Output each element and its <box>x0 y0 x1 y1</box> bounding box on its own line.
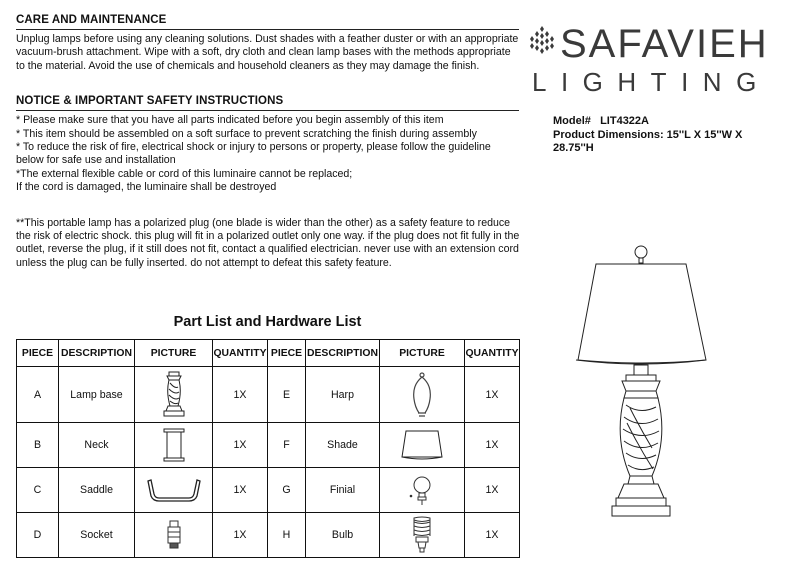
table-lamp-illustration <box>572 243 712 528</box>
model-label: Model# <box>553 115 591 127</box>
notice-line: If the cord is damaged, the luminaire shall be destroyed <box>16 181 277 194</box>
notice-line: below for safe use and installation <box>16 154 176 167</box>
quantity-cell: 1X <box>213 423 268 468</box>
saddle-icon <box>146 478 202 502</box>
care-title: CARE AND MAINTENANCE <box>16 14 519 30</box>
table-row <box>17 468 520 513</box>
plug-line: **This portable lamp has a polarized plug (one blade is wider than the other) as a safety feature to reduce <box>16 216 511 229</box>
piece-cell: C <box>17 468 59 513</box>
dimensions-line-cont: 28.75''H <box>553 142 594 154</box>
dimensions-line: Product Dimensions: 15''L X 15''W X <box>553 128 743 141</box>
picture-cell <box>380 468 465 513</box>
plug-text <box>16 217 519 271</box>
quantity-cell: 1X <box>465 423 520 468</box>
piece-cell: D <box>17 513 59 558</box>
description-cell: Socket <box>59 513 135 558</box>
neck-icon <box>162 428 186 462</box>
harp-icon <box>407 372 437 418</box>
brand-name: SAFAVIEH <box>560 22 769 66</box>
piece-cell: G <box>268 468 306 513</box>
header-picture: PICTURE <box>380 340 465 367</box>
picture-cell <box>135 513 213 558</box>
quantity-cell: 1X <box>465 468 520 513</box>
care-line: to the material. Avoid the use of chemicals and household cleaners as they may damage the finish. <box>16 59 480 72</box>
description-cell: Bulb <box>306 513 380 558</box>
piece-cell: B <box>17 423 59 468</box>
socket-icon <box>166 520 182 550</box>
picture-cell <box>380 513 465 558</box>
plug-line: unless the plug can be fully inserted. do not attempt to defeat this safety feature. <box>16 256 392 269</box>
quantity-cell: 1X <box>213 367 268 423</box>
description-cell: Lamp base <box>59 367 135 423</box>
piece-cell: E <box>268 367 306 423</box>
plug-line: outlet, reverse the plug, if it still does not fit, contact a qualified electrician. never use with an extension cord <box>16 243 519 256</box>
piece-cell: H <box>268 513 306 558</box>
header-description: DESCRIPTION <box>306 340 380 367</box>
table-row <box>17 423 520 468</box>
header-quantity: QUANTITY <box>213 340 268 367</box>
header-piece: PIECE <box>17 340 59 367</box>
picture-cell <box>380 367 465 423</box>
description-cell: Neck <box>59 423 135 468</box>
care-line: Unplug lamps before using any cleaning solutions. Dust shades with a feather duster or with an appropriate <box>16 33 519 45</box>
notice-line: * To reduce the risk of fire, electrical shock or injury to persons or property, please follow the guideline <box>16 141 491 154</box>
notice-text <box>16 114 519 194</box>
header-description: DESCRIPTION <box>59 340 135 367</box>
piece-cell: F <box>268 423 306 468</box>
notice-title: NOTICE & IMPORTANT SAFETY INSTRUCTIONS <box>16 95 519 111</box>
model-number: LIT4322A <box>600 115 649 127</box>
piece-cell: A <box>17 367 59 423</box>
lamp-base-icon <box>159 371 189 419</box>
brand-logo <box>528 18 793 98</box>
picture-cell <box>135 423 213 468</box>
description-cell: Saddle <box>59 468 135 513</box>
product-spec <box>553 115 793 156</box>
finial-icon <box>407 474 437 506</box>
chandelier-logo-icon <box>528 26 556 56</box>
notice-line: * Please make sure that you have all parts indicated before you begin assembly of this item <box>16 114 444 127</box>
table-row <box>17 513 520 558</box>
quantity-cell: 1X <box>465 513 520 558</box>
shade-icon <box>400 429 444 461</box>
description-cell: Shade <box>306 423 380 468</box>
brand-subname: LIGHTING <box>532 67 771 97</box>
header-quantity: QUANTITY <box>465 340 520 367</box>
notice-line: *The external flexible cable or cord of this luminaire cannot be replaced; <box>16 167 353 180</box>
quantity-cell: 1X <box>465 367 520 423</box>
instructions-column <box>16 14 519 270</box>
plug-line: the risk of electric shock. this plug will fit in a polarized outlet only one way. if the plug does not fit fully in the <box>16 230 520 243</box>
quantity-cell: 1X <box>213 468 268 513</box>
parts-header-row <box>17 340 520 367</box>
care-line: vacuum-brush attachment. Wipe with a soft, dry cloth and clean lamp bases with the methods appropriate <box>16 46 511 59</box>
quantity-cell: 1X <box>213 513 268 558</box>
notice-line: * This item should be assembled on a soft surface to prevent scratching the finish during assembly <box>16 127 477 140</box>
description-cell: Harp <box>306 367 380 423</box>
description-cell: Finial <box>306 468 380 513</box>
table-row <box>17 367 520 423</box>
parts-title: Part List and Hardware List <box>173 314 362 330</box>
picture-cell <box>135 367 213 423</box>
parts-table <box>16 339 520 558</box>
picture-cell <box>135 468 213 513</box>
header-piece: PIECE <box>268 340 306 367</box>
model-line <box>553 115 793 129</box>
picture-cell <box>380 423 465 468</box>
header-picture: PICTURE <box>135 340 213 367</box>
bulb-icon <box>409 516 435 554</box>
care-text <box>16 33 519 73</box>
